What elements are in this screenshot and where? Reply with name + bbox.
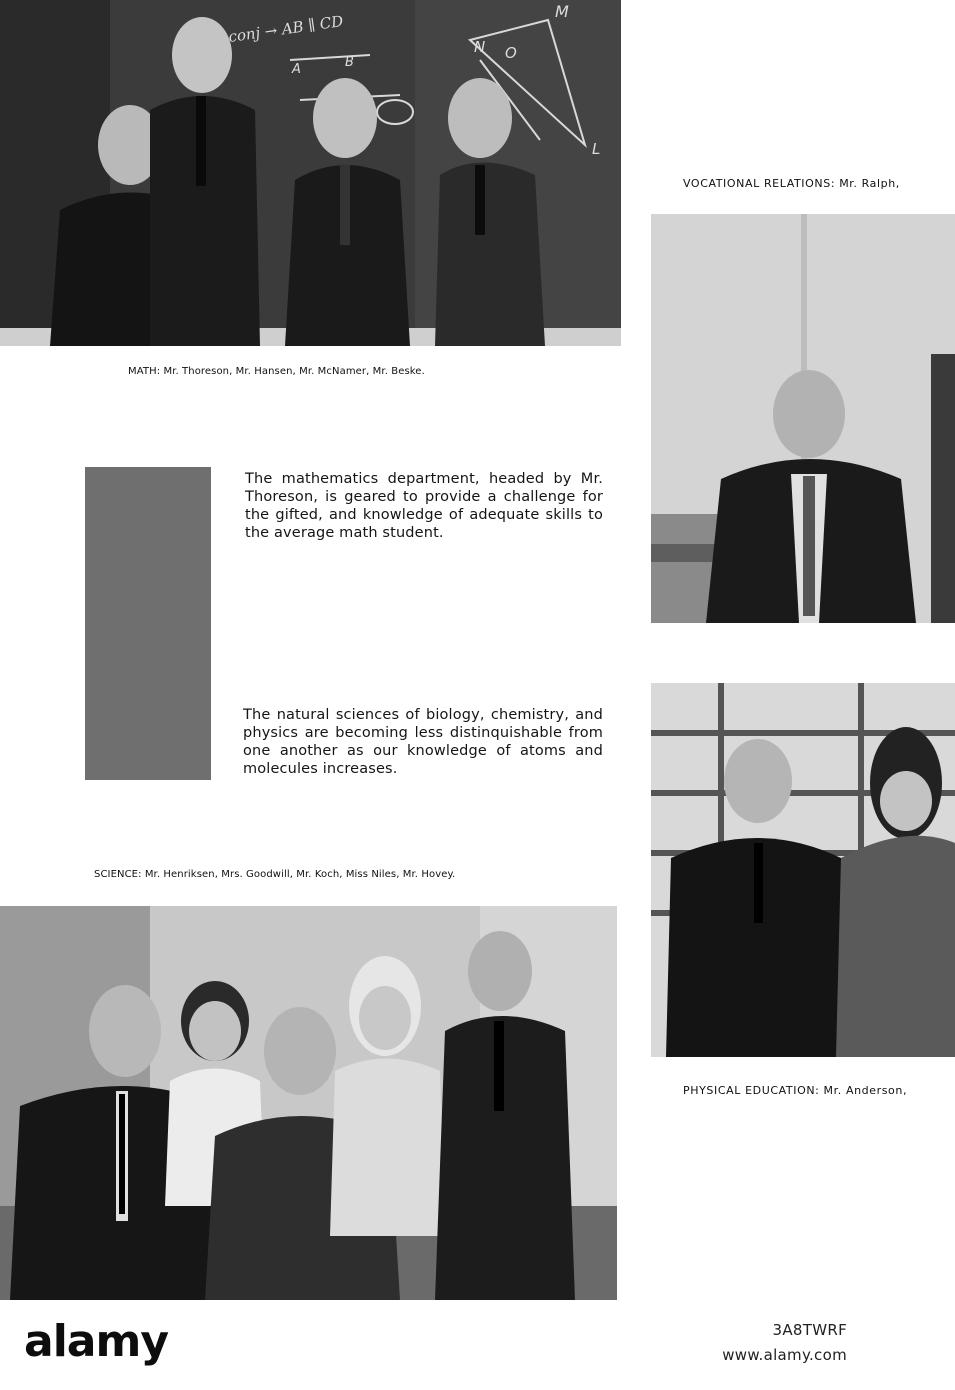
physical-education-caption: PHYSICAL EDUCATION: Mr. Anderson, (683, 1084, 908, 1097)
science-department-photo (0, 906, 617, 1300)
math-caption: MATH: Mr. Thoreson, Mr. Hansen, Mr. McNamer, Mr. Beske. (128, 366, 425, 377)
science-paragraph: The natural sciences of biology, chemistry, and physics are becoming less distinquishable from one another as our knowledge of atoms and molecules increases. (243, 707, 603, 777)
math-paragraph: The mathematics department, headed by Mr. Thoreson, is geared to provide a challenge for the gifted, and knowledge of adequate skills to the average math student. (245, 471, 603, 541)
science-caption: SCIENCE: Mr. Henriksen, Mrs. Goodwill, Mr. Koch, Miss Niles, Mr. Hovey. (94, 869, 456, 880)
vocational-relations-photo (651, 214, 955, 623)
image-id: 3A8TWRF (772, 1321, 847, 1339)
alamy-logo: alamy (24, 1316, 168, 1367)
physical-education-photo (651, 683, 955, 1057)
chalk-label-o: O (505, 44, 517, 62)
chalk-label-n: N (474, 38, 486, 56)
vocational-caption: VOCATIONAL RELATIONS: Mr. Ralph, (683, 177, 900, 190)
chalk-label-a: A (292, 62, 301, 77)
chalk-label-b: B (345, 55, 354, 70)
decorative-gray-block (85, 467, 211, 780)
chalk-label-m: M (555, 2, 569, 21)
chalk-line-1: conj → AB ∥ CD (227, 12, 345, 46)
math-department-photo (0, 0, 621, 346)
chalk-label-l: L (592, 140, 601, 158)
watermark-url: www.alamy.com (722, 1346, 847, 1364)
